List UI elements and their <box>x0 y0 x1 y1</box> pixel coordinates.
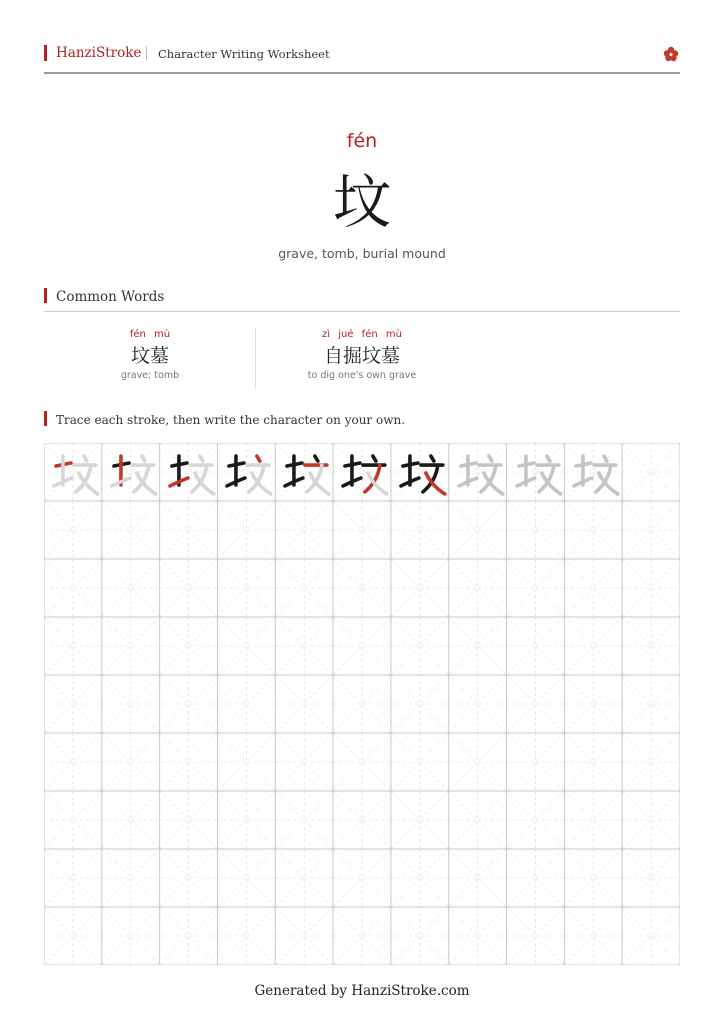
stroke-path <box>373 456 376 461</box>
word-meaning: grave; tomb <box>120 370 180 381</box>
stroke-order-glyph <box>275 443 333 501</box>
stroke-path <box>84 456 87 461</box>
stroke-path <box>431 456 434 461</box>
trace-cell <box>507 443 565 501</box>
stroke-path <box>199 456 202 461</box>
stroke-order-glyph <box>44 443 102 501</box>
word-hanzi: 自掘坟墓 <box>323 345 400 367</box>
stroke-step-cell <box>333 443 391 501</box>
trace-cell <box>449 443 507 501</box>
stroke-path <box>604 456 607 461</box>
stroke-path <box>546 456 549 461</box>
section-accent-bar <box>44 288 47 303</box>
stroke-path <box>257 456 260 461</box>
header-accent-bar <box>44 45 47 61</box>
trace-cell <box>564 443 622 501</box>
trace-glyph <box>564 443 622 501</box>
stroke-step-cell <box>44 443 102 501</box>
word-card <box>256 326 468 384</box>
stroke-order-row <box>44 443 680 501</box>
stroke-step-cell <box>275 443 333 501</box>
stroke-step-cell <box>391 443 449 501</box>
header-subtitle: Character Writing Worksheet <box>158 47 330 61</box>
stroke-path <box>315 456 318 461</box>
character-meaning: grave, tomb, burial mound <box>278 246 446 261</box>
grid-lines <box>44 443 680 965</box>
stroke-path <box>489 456 492 461</box>
stroke-order-glyph <box>333 443 391 501</box>
practice-heading <box>44 411 405 427</box>
common-words-title: Common Words <box>56 289 165 305</box>
trace-glyph <box>449 443 507 501</box>
word-pinyin: fén mù <box>129 329 171 340</box>
flower-icon <box>663 46 679 62</box>
stroke-step-cell <box>217 443 275 501</box>
footer-credit: Generated by HanziStroke.com <box>254 983 470 999</box>
practice-grid[interactable] <box>44 443 680 965</box>
section-divider <box>44 311 680 312</box>
word-meaning: to dig one's own grave <box>307 370 417 381</box>
stroke-path <box>142 456 145 461</box>
stroke-order-glyph <box>160 443 218 501</box>
section-accent-bar <box>44 411 47 426</box>
character-pinyin: fén <box>346 130 378 152</box>
trace-glyph <box>507 443 565 501</box>
common-words-list <box>44 326 680 390</box>
word-hanzi: 坟墓 <box>130 345 169 367</box>
brand-name[interactable]: HanziStroke <box>56 45 142 61</box>
worksheet-header <box>44 44 680 74</box>
stroke-step-cell <box>102 443 160 501</box>
stroke-order-glyph <box>391 443 449 501</box>
word-card <box>44 326 256 384</box>
character-hanzi: 坟 <box>332 168 391 236</box>
stroke-step-cell <box>160 443 218 501</box>
word-pinyin: zì jué fén mù <box>322 329 402 340</box>
common-words-heading <box>44 288 164 305</box>
practice-instruction: Trace each stroke, then write the character on your own. <box>56 413 406 427</box>
stroke-order-glyph <box>102 443 160 501</box>
header-separator <box>146 46 147 60</box>
header-divider <box>44 72 680 74</box>
stroke-order-glyph <box>217 443 275 501</box>
